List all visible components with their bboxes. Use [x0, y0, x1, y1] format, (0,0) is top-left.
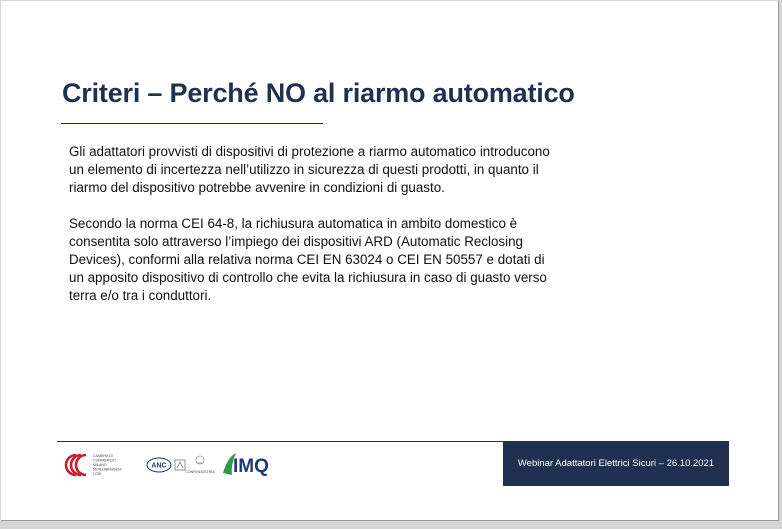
paragraph-auto-reset: Gli adattatori provvisti di dispositivi di protezione a riarmo automatico introducono un elemento di incertezza nell’utilizzo in sicurezza di questi prodotti, in quanto il riarmo del dispositivo potrebbe avvenire in condizioni di guasto. — [69, 144, 550, 195]
chamber-line-1: CAMERA DI — [93, 454, 113, 458]
chamber-line-5: LODI — [93, 472, 102, 476]
anc-logo-mark: ANC — [151, 462, 167, 470]
confindustria-caption: CONFINDUSTRIA — [185, 470, 215, 474]
slide-title: Criteri – Perché NO al riarmo automatico — [62, 78, 575, 108]
footer-divider — [57, 441, 503, 442]
title-underline — [61, 123, 323, 124]
slide — [1, 1, 779, 521]
slide-body — [69, 143, 559, 323]
footer-logos — [63, 449, 303, 481]
chamber-line-2: COMMERCIO — [93, 458, 116, 463]
webinar-banner: Webinar Adattatori Elettrici Sicuri – 26.10.2021 — [503, 441, 729, 486]
chamber-of-commerce-logo — [63, 449, 135, 481]
association-logos — [145, 449, 215, 481]
imq-logo-mark: IMQ — [233, 456, 269, 477]
imq-logo — [220, 449, 280, 481]
paragraph-cei-standard: Secondo la norma CEI 64-8, la richiusura automatica in ambito domestico è consentita solo attraverso l’impiego dei dispositivi ARD (Automatic Reclosing Devices), conformi alla relativa norma CEI EN 63024 o CEI EN 50557 e dotati di un apposito dispositivo di controllo che evita la richiusura in caso di guasto verso terra e/o tra i conduttori. — [69, 216, 547, 303]
chamber-line-3: MILANO — [93, 463, 107, 467]
chamber-line-4: MONZABRIANZA — [93, 467, 122, 472]
